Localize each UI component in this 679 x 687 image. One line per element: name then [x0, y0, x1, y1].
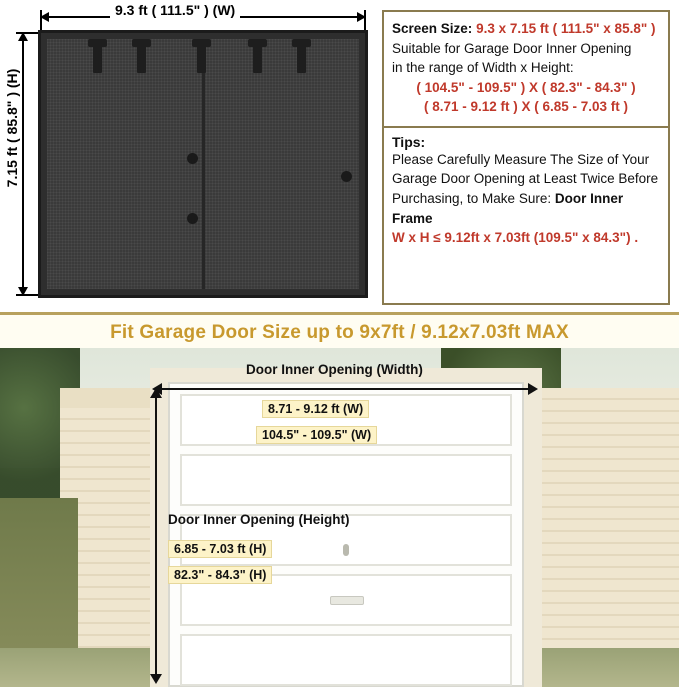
fit-size-banner-text: Fit Garage Door Size up to 9x7ft / 9.12x7.03ft MAX	[110, 322, 569, 343]
screen-size-prefix: Screen Size:	[392, 21, 473, 36]
product-diagram-panel	[0, 0, 382, 312]
velcro-strap	[297, 39, 306, 73]
height-chip-feet: 6.85 - 7.03 ft (H)	[168, 540, 272, 558]
spec-panel-tips	[384, 128, 668, 248]
garage-keyhole	[343, 544, 349, 556]
height-annotation-line	[155, 394, 157, 682]
tips-line-3-a: Purchasing, to Make Sure:	[392, 190, 552, 206]
garage-panel	[180, 454, 512, 506]
screen-size-line	[392, 19, 660, 39]
garage-photo	[0, 348, 679, 687]
house-siding-right	[530, 388, 679, 687]
width-tick-left	[40, 10, 42, 32]
garage-handle	[330, 596, 364, 605]
velcro-strap	[137, 39, 146, 73]
width-arrow-right	[528, 383, 538, 395]
velcro-strap	[197, 39, 206, 73]
spec-panel	[382, 10, 670, 305]
tips-line-3	[392, 189, 660, 228]
range-feet: ( 8.71 - 9.12 ft ) X ( 6.85 - 7.03 ft )	[423, 99, 629, 115]
tips-line-4: W x H ≤ 9.12ft x 7.03ft (109.5" x 84.3") .	[392, 230, 639, 246]
range-inches: ( 104.5" - 109.5" ) X ( 82.3" - 84.3" )	[416, 79, 636, 95]
mesh-center-seam	[202, 39, 205, 289]
width-chip-feet: 8.71 - 9.12 ft (W)	[262, 400, 369, 418]
height-dimension-arrow	[22, 32, 24, 296]
tips-line-1: Please Carefully Measure The Size of Your	[392, 151, 650, 167]
height-arrow-top	[150, 388, 162, 398]
screen-size-value: 9.3 x 7.15 ft ( 111.5" x 85.8" )	[476, 21, 656, 36]
width-annotation-line	[158, 388, 532, 390]
tips-line-2: Garage Door Opening at Least Twice Before	[392, 171, 659, 187]
suitable-line-2: in the range of Width x Height:	[392, 60, 574, 76]
width-tick-right	[364, 10, 366, 32]
spec-panel-top	[384, 12, 668, 121]
height-annotation-title: Door Inner Opening (Height)	[168, 512, 350, 527]
suitable-line-1: Suitable for Garage Door Inner Opening	[392, 40, 632, 56]
magnet-dot	[187, 153, 198, 164]
height-dimension-label: 7.15 ft ( 85.8" ) (H)	[4, 68, 20, 188]
garage-door-screen-product	[38, 30, 368, 298]
velcro-strap	[93, 39, 102, 73]
height-arrow-bottom	[150, 674, 162, 684]
garage-panel	[180, 634, 512, 686]
velcro-strap	[253, 39, 262, 73]
tips-line-3-b: Door Inner Frame	[392, 190, 624, 226]
top-section	[0, 0, 679, 312]
width-annotation-title: Door Inner Opening (Width)	[246, 362, 423, 377]
width-chip-inches: 104.5" - 109.5" (W)	[256, 426, 377, 444]
width-dimension-label: 9.3 ft ( 111.5" ) (W)	[110, 2, 240, 18]
tips-title: Tips:	[392, 133, 426, 150]
magnet-dot	[341, 171, 352, 182]
height-chip-inches: 82.3" - 84.3" (H)	[168, 566, 272, 584]
magnet-dot	[187, 213, 198, 224]
